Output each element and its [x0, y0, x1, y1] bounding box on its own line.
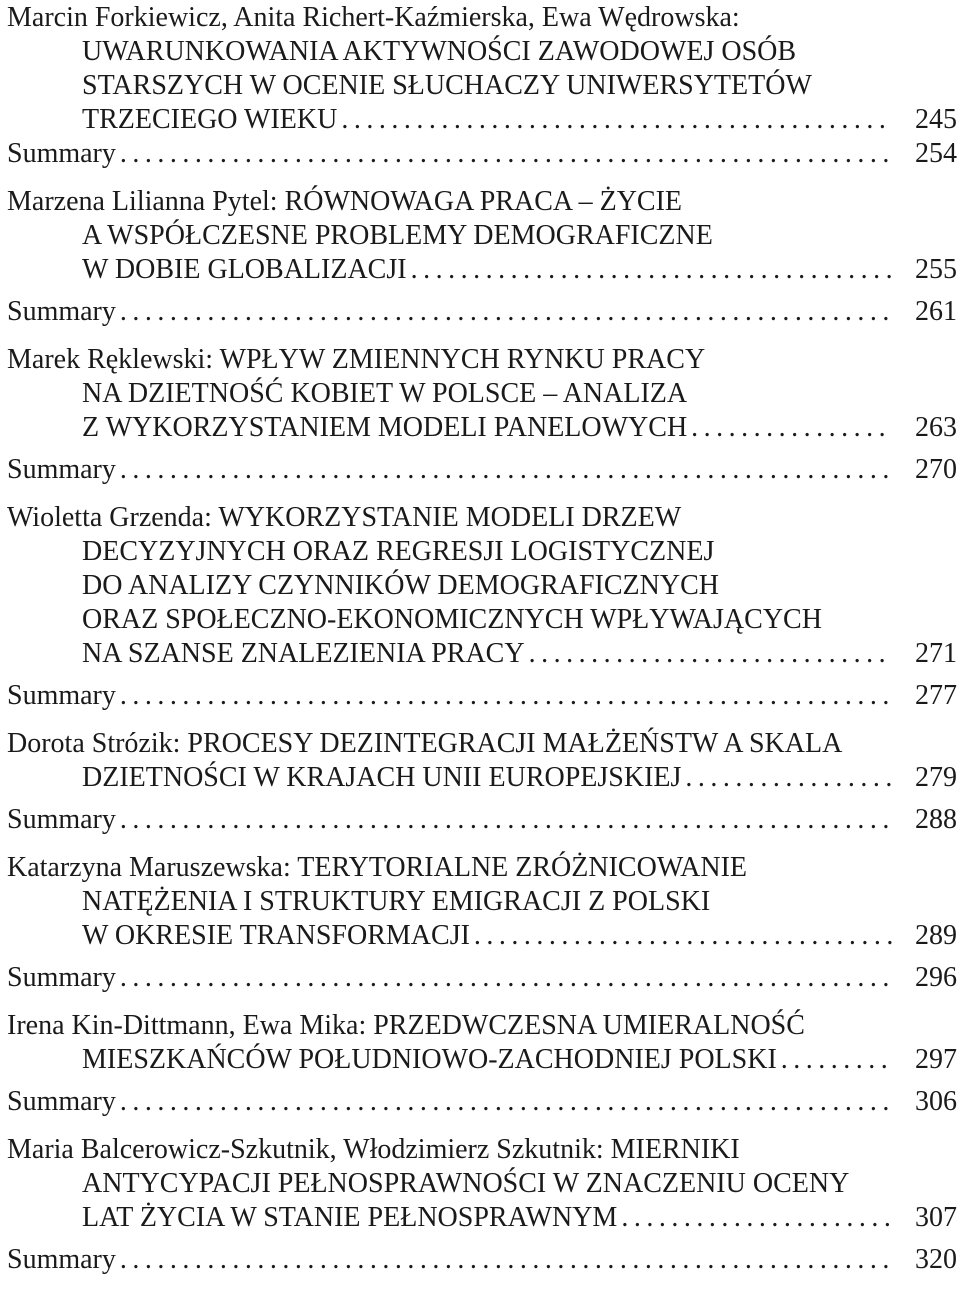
dot-leader — [411, 253, 893, 287]
dot-leader — [120, 137, 893, 171]
summary-label: Summary — [7, 1244, 116, 1275]
summary-label: Summary — [7, 454, 116, 485]
page-number: 289 — [915, 920, 957, 951]
entry-title-last-line[interactable] — [7, 1043, 957, 1077]
entry-title-last-line[interactable] — [7, 411, 957, 445]
page-number: 277 — [915, 680, 957, 711]
page-number: 306 — [915, 1086, 957, 1117]
entry-title-line: UWARUNKOWANIA AKTYWNOŚCI ZAWODOWEJ OSÓB — [82, 36, 797, 67]
entry-title-line: NA DZIETNOŚĆ KOBIET W POLSCE – ANALIZA — [82, 378, 688, 409]
entry-heading-line: Dorota Strózik: PROCESY DEZINTEGRACJI MAŁŻEŃSTW A SKALA — [7, 728, 843, 759]
entry-heading-line: Katarzyna Maruszewska: TERYTORIALNE ZRÓŻNICOWANIE — [7, 852, 748, 883]
toc-entry — [7, 501, 957, 713]
page-number: 261 — [915, 296, 957, 327]
page-number: 271 — [915, 638, 957, 669]
page-number: 255 — [915, 254, 957, 285]
entry-title-text: Z WYKORZYSTANIEM MODELI PANELOWYCH — [82, 412, 688, 443]
entry-title-text: LAT ŻYCIA W STANIE PEŁNOSPRAWNYM — [82, 1202, 618, 1233]
summary-line[interactable] — [7, 679, 957, 713]
summary-line[interactable] — [7, 137, 957, 171]
dot-leader — [120, 453, 893, 487]
dot-leader — [781, 1043, 893, 1077]
entry-heading-line: Maria Balcerowicz-Szkutnik, Włodzimierz Szkutnik: MIERNIKI — [7, 1134, 740, 1165]
summary-line[interactable] — [7, 803, 957, 837]
dot-leader — [691, 411, 893, 445]
summary-line[interactable] — [7, 295, 957, 329]
page-number: 254 — [915, 138, 957, 169]
page-number: 270 — [915, 454, 957, 485]
summary-line[interactable] — [7, 453, 957, 487]
toc-entry — [7, 1009, 957, 1119]
page-number: 297 — [915, 1044, 957, 1075]
entry-heading-line: Marzena Lilianna Pytel: RÓWNOWAGA PRACA – ŻYCIE — [7, 186, 683, 217]
entry-title-text: MIESZKAŃCÓW POŁUDNIOWO-ZACHODNIEJ POLSKI — [82, 1044, 777, 1075]
entry-title-last-line[interactable] — [7, 1201, 957, 1235]
toc-entry — [7, 727, 957, 837]
page-number: 320 — [915, 1244, 957, 1275]
entry-heading-line: Wioletta Grzenda: WYKORZYSTANIE MODELI DRZEW — [7, 502, 682, 533]
summary-label: Summary — [7, 138, 116, 169]
toc-entry — [7, 343, 957, 487]
summary-line[interactable] — [7, 1085, 957, 1119]
entry-title-last-line[interactable] — [7, 253, 957, 287]
summary-label: Summary — [7, 680, 116, 711]
summary-label: Summary — [7, 1086, 116, 1117]
summary-label: Summary — [7, 962, 116, 993]
toc-entry — [7, 1, 957, 171]
entry-title-last-line[interactable] — [7, 919, 957, 953]
entry-heading-line: Marcin Forkiewicz, Anita Richert-Kaźmierska, Ewa Wędrowska: — [7, 2, 740, 33]
summary-label: Summary — [7, 296, 116, 327]
entry-heading-line: Marek Ręklewski: WPŁYW ZMIENNYCH RYNKU PRACY — [7, 344, 706, 375]
dot-leader — [120, 961, 893, 995]
page-number: 296 — [915, 962, 957, 993]
entry-title-line: A WSPÓŁCZESNE PROBLEMY DEMOGRAFICZNE — [82, 220, 713, 251]
entry-title-text: DZIETNOŚCI W KRAJACH UNII EUROPEJSKIEJ — [82, 762, 682, 793]
dot-leader — [120, 803, 893, 837]
dot-leader — [341, 103, 893, 137]
table-of-contents — [7, 1, 957, 1291]
entry-title-last-line[interactable] — [7, 103, 957, 137]
dot-leader — [120, 1243, 893, 1277]
entry-title-last-line[interactable] — [7, 637, 957, 671]
dot-leader — [120, 679, 893, 713]
entry-title-last-line[interactable] — [7, 761, 957, 795]
summary-line[interactable] — [7, 961, 957, 995]
page-number: 279 — [915, 762, 957, 793]
dot-leader — [621, 1201, 893, 1235]
dot-leader — [529, 637, 893, 671]
entry-title-line: ORAZ SPOŁECZNO-EKONOMICZNYCH WPŁYWAJĄCYCH — [82, 604, 822, 635]
toc-entry — [7, 185, 957, 329]
summary-label: Summary — [7, 804, 116, 835]
summary-line[interactable] — [7, 1243, 957, 1277]
toc-entry — [7, 851, 957, 995]
entry-title-text: W OKRESIE TRANSFORMACJI — [82, 920, 470, 951]
entry-title-line: DO ANALIZY CZYNNIKÓW DEMOGRAFICZNYCH — [82, 570, 719, 601]
dot-leader — [120, 1085, 893, 1119]
entry-title-text: NA SZANSE ZNALEZIENIA PRACY — [82, 638, 525, 669]
entry-heading-line: Irena Kin-Dittmann, Ewa Mika: PRZEDWCZESNA UMIERALNOŚĆ — [7, 1010, 805, 1041]
entry-title-line: DECYZYJNYCH ORAZ REGRESJI LOGISTYCZNEJ — [82, 536, 715, 567]
page-number: 263 — [915, 412, 957, 443]
dot-leader — [474, 919, 893, 953]
page-number: 307 — [915, 1202, 957, 1233]
dot-leader — [685, 761, 893, 795]
page-number: 288 — [915, 804, 957, 835]
entry-title-line: NATĘŻENIA I STRUKTURY EMIGRACJI Z POLSKI — [82, 886, 711, 917]
entry-title-text: TRZECIEGO WIEKU — [82, 104, 338, 135]
entry-title-line: ANTYCYPACJI PEŁNOSPRAWNOŚCI W ZNACZENIU OCENY — [82, 1168, 850, 1199]
page-number: 245 — [915, 104, 957, 135]
entry-title-text: W DOBIE GLOBALIZACJI — [82, 254, 407, 285]
toc-entry — [7, 1133, 957, 1277]
dot-leader — [120, 295, 893, 329]
entry-title-line: STARSZYCH W OCENIE SŁUCHACZY UNIWERSYTETÓW — [82, 70, 812, 101]
